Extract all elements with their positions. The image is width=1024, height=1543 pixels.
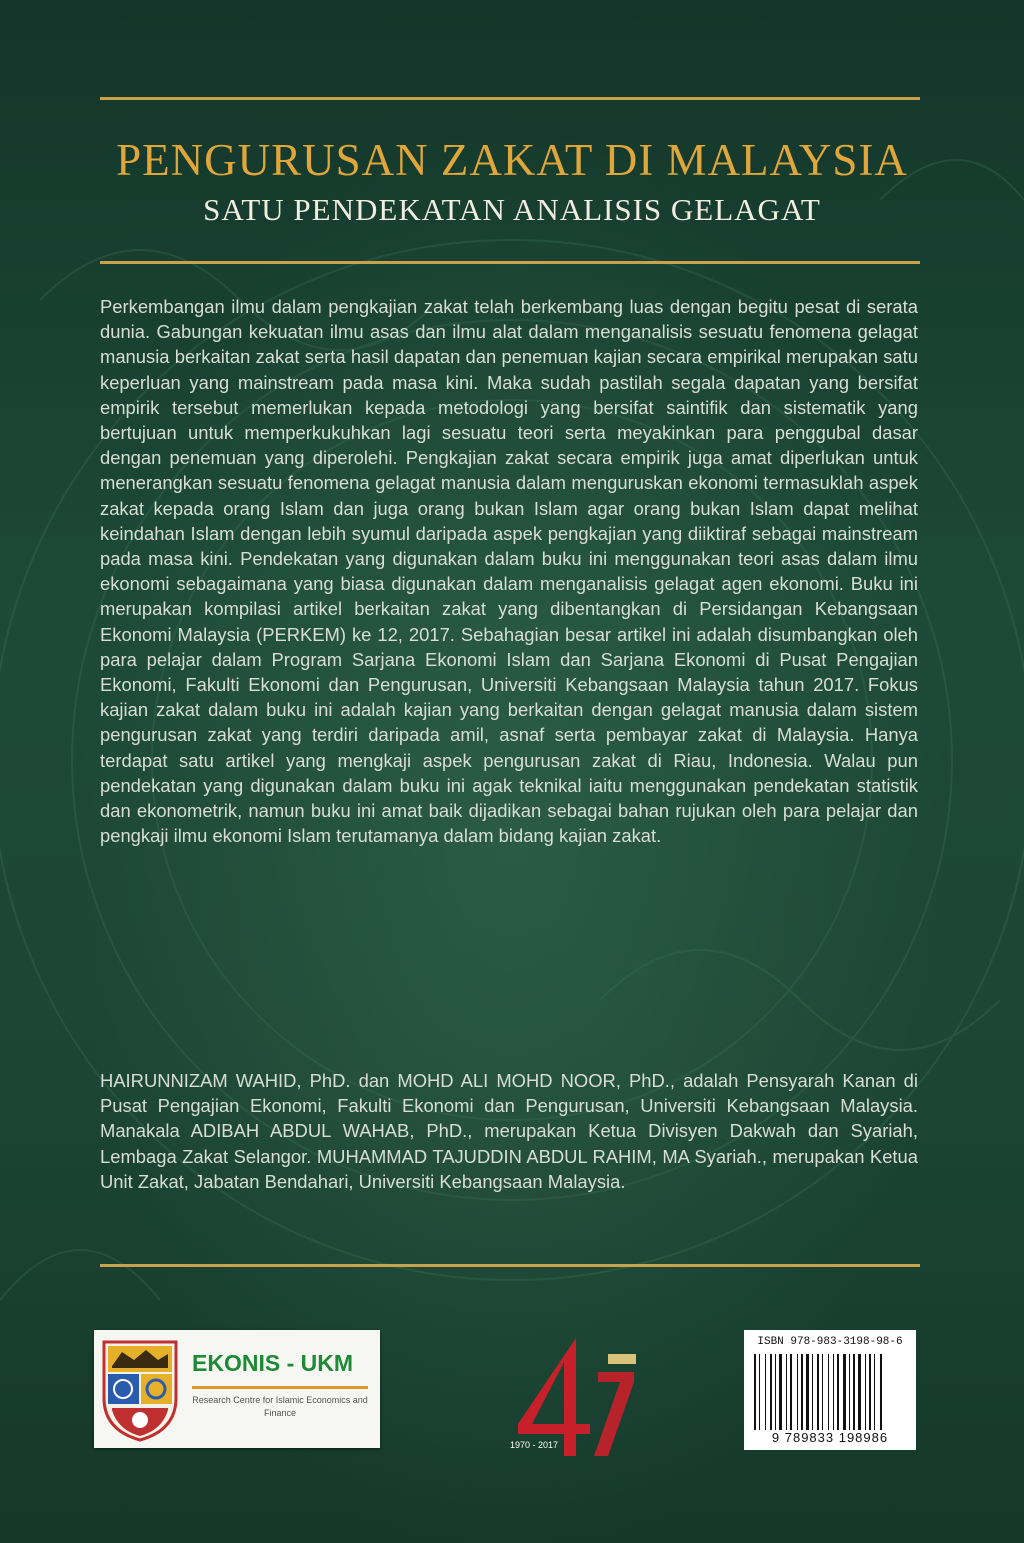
anniversary-years: 1970 - 2017 [510,1440,559,1450]
book-subtitle: SATU PENDEKATAN ANALISIS GELAGAT [203,192,821,227]
ekonis-description: Research Centre for Islamic Economics and Finance [192,1395,368,1418]
isbn-barcode-block [744,1330,916,1450]
ekonis-ukm-logo [94,1330,380,1448]
title-bottom-rule [100,261,920,264]
book-title: PENGURUSAN ZAKAT DI MALAYSIA [116,135,908,185]
ekonis-name: EKONIS - UKM [192,1350,353,1376]
isbn-digits: 9 789833 198986 [771,1430,889,1445]
ekonis-divider [192,1386,368,1389]
isbn-label: ISBN 978-983-3198-98-6 [757,1336,903,1348]
author-biography: HAIRUNNIZAM WAHID, PhD. dan MOHD ALI MOHD NOOR, PhD., adalah Pensyarah Kanan di Pusat Pengajian Ekonomi, Fakulti Ekonomi dan Pengurusan, Universiti Kebangsaan Malaysia. Manakala ADIBAH ABDUL WAHAB, PhD., merupakan Ketua Divisyen Dakwah dan Syariah, Lembaga Zakat Selangor. MUHAMMAD TAJUDDIN ABDUL RAHIM, MA Syariah., merupakan Ketua Unit Zakat, Jabatan Bendahari, Universiti Kebangsaan Malaysia. [100,1070,918,1192]
book-description: Perkembangan ilmu dalam pengkajian zakat telah berkembang luas dengan begitu pesat di serata dunia. Gabungan kekuatan ilmu asas dan ilmu alat dalam menganalisis sesuatu fenomena gelagat manusia berkaitan zakat serta hasil dapatan dan penemuan kajian secara empirikal merupakan satu keperluan yang mainstream pada masa kini. Maka sudah pastilah segala dapatan yang bersifat empirik tersebut memerlukan kepada metodologi yang bersifat saintifik dan sistematik yang bertujuan untuk memperkukuhkan lagi sesuatu teori serta meyakinkan para penggubal dasar dengan penemuan yang diperolehi. Pengkajian zakat secara empirik juga amat diperlukan untuk menerangkan sesuatu fenomena gelagat manusia dalam menguruskan ekonomi termasuklah aspek zakat kepada orang Islam dan juga orang bukan Islam agar orang bukan Islam dapat melihat keindahan Islam dengan lebih syumul daripada aspek pengkajian yang diiktiraf sebagai mainstream pada masa kini. Pendekatan yang digunakan dalam buku ini menggunakan teori asas dalam ilmu ekonomi sebagaimana yang biasa digunakan dalam menganalisis gelagat agen ekonomi. Buku ini merupakan kompilasi artikel berkaitan zakat yang dibentangkan di Persidangan Kebangsaan Ekonomi Malaysia (PERKEM) ke 12, 2017. Sebahagian besar artikel ini adalah disumbangkan oleh para pelajar dalam Program Sarjana Ekonomi Islam dan Sarjana Ekonomi di Pusat Pengajian Ekonomi, Fakulti Ekonomi dan Pengurusan, Universiti Kebangsaan Malaysia tahun 2017. Fokus kajian zakat dalam buku ini adalah kajian yang berkaitan dengan gelagat manusia dalam sistem pengurusan zakat yang terdiri daripada amil, asnaf serta pembayar zakat di Malaysia. Hanya terdapat satu artikel yang mengkaji aspek pengurusan zakat di Riau, Indonesia. Walau pun pendekatan yang digunakan dalam buku ini agak teknikal iaitu menggunakan pendekatan statistik dan ekonometrik, namun buku ini amat baik dijadikan sebagai bahan rujukan oleh para pelajar dan pengkaji ilmu ekonomi Islam terutamanya dalam bidang kajian zakat. [100,296,918,847]
footer-gold-rule [100,1264,920,1267]
top-gold-rule [100,97,920,100]
ukm-crest-icon [100,1338,180,1442]
barcode-icon [752,1354,908,1430]
